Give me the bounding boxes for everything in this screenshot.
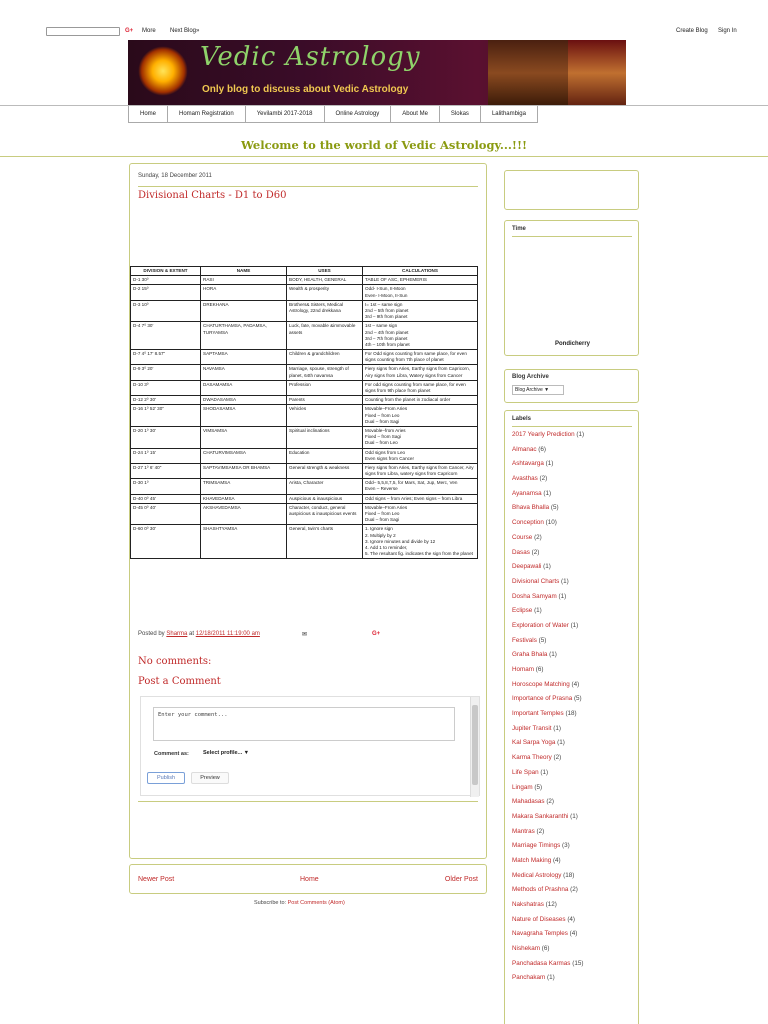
table-cell: CHATURTHAMSA, PADAMSA, TURYAMSA	[201, 322, 287, 350]
table-cell: D-4 7⁰ 30'	[131, 322, 201, 350]
label-item[interactable]	[512, 959, 637, 974]
table-cell: Odd signs – from Aries; Even signs – from Libra	[363, 494, 478, 503]
table-header: CALCULATIONS	[363, 267, 478, 276]
label-count: (4)	[567, 915, 576, 923]
label-link[interactable]: Nakshatras	[512, 901, 544, 908]
table-cell: BODY, HEALTH, GENERAL	[287, 276, 363, 285]
divider	[512, 236, 632, 237]
label-link[interactable]: Eclipse	[512, 607, 533, 615]
label-count: (2)	[536, 827, 545, 835]
label-link[interactable]: Jupiter Transit	[512, 724, 552, 732]
label-link[interactable]: Nature of Diseases	[512, 915, 566, 923]
tab-about-me[interactable]: About Me	[391, 106, 440, 122]
more-link[interactable]: More	[142, 28, 156, 34]
main-post-column	[129, 163, 487, 859]
tab-lalithambiga[interactable]: Lalithambiga	[481, 106, 538, 122]
label-link[interactable]: Panchakam	[512, 974, 546, 982]
label-link[interactable]: Important Temples	[512, 710, 564, 718]
select-profile-dropdown[interactable]: Select profile... ▼	[203, 750, 250, 756]
label-item[interactable]	[512, 577, 637, 592]
table-row	[131, 276, 478, 285]
label-count: (1)	[543, 563, 551, 571]
table-cell: D-60 0⁰ 30'	[131, 525, 201, 559]
post-footer	[138, 631, 260, 637]
label-link[interactable]: Course	[512, 533, 533, 541]
table-cell: TABLE OF ASC, EPHEMERIS	[363, 276, 478, 285]
label-item[interactable]	[512, 636, 637, 651]
label-item[interactable]	[512, 768, 637, 783]
label-item[interactable]	[512, 533, 637, 548]
table-cell: SHODASAMSA	[201, 405, 287, 427]
table-header: DIVISION & EXTENT	[131, 267, 201, 276]
sun-zodiac-icon	[138, 46, 188, 96]
table-cell: NAVAMSA	[201, 365, 287, 380]
label-item[interactable]	[512, 665, 637, 680]
newer-post-link[interactable]: Newer Post	[138, 876, 175, 883]
preview-button[interactable]: Preview	[191, 772, 229, 784]
label-item[interactable]	[512, 724, 637, 739]
table-cell: Fiery signs from Aries, Earthy signs from Capricorn, Airy signs from Libra, Watery signs from Cancer	[363, 365, 478, 380]
divider	[0, 156, 768, 157]
page-tabs	[128, 106, 538, 123]
label-count: (1)	[543, 489, 552, 497]
label-count: (4)	[552, 856, 561, 864]
label-count: (12)	[545, 901, 557, 908]
no-comments-heading: No comments:	[138, 656, 212, 667]
table-cell: For Odd signs counting from same place, for even signs counting from 7th place of planet	[363, 350, 478, 365]
blogger-navbar	[0, 0, 768, 40]
label-count: (5)	[573, 695, 582, 703]
label-count: (2)	[546, 798, 555, 806]
label-item[interactable]	[512, 503, 637, 518]
table-row	[131, 494, 478, 503]
table-row	[131, 525, 478, 559]
table-cell: RASI	[201, 276, 287, 285]
label-link[interactable]: Ashtavarga	[512, 460, 544, 468]
deity-image	[568, 40, 626, 106]
table-cell: 1. Ignore sign 2. Multiply by 2 3. Ignore minutes and divide by 12 4. Add 1 to reminder, 5. The resultant fig. indicates the sign from the planet	[363, 525, 478, 559]
table-cell: D-24 1⁰ 15'	[131, 448, 201, 463]
table-cell: D-16 1⁰ 52' 30"	[131, 405, 201, 427]
label-link[interactable]: Deepawali	[512, 563, 542, 571]
table-cell: 1st – same sign 2nd – 4th from planet 3rd – 7th from planet 4th – 10th from planet	[363, 322, 478, 350]
label-item[interactable]	[512, 797, 637, 812]
label-count: (2)	[531, 548, 540, 556]
table-cell: Luck, fate, movable &immovable assets	[287, 322, 363, 350]
label-item[interactable]	[512, 812, 637, 827]
table-cell: General, twin's charts	[287, 525, 363, 559]
deity-image	[488, 40, 568, 106]
label-count: (1)	[561, 577, 569, 585]
welcome-heading: Welcome to the world of Vedic Astrology...!!!	[240, 138, 528, 152]
label-count: (18)	[565, 710, 577, 718]
label-count: (1)	[570, 812, 578, 820]
posted-by-label: Posted by	[138, 631, 165, 637]
table-row	[131, 396, 478, 405]
table-cell: SAPTAMSA	[201, 350, 287, 365]
label-count: (18)	[563, 871, 575, 879]
label-link[interactable]: Avasthas	[512, 475, 538, 483]
label-link[interactable]: Navagraha Temples	[512, 930, 568, 938]
label-count: (6)	[538, 445, 546, 453]
table-cell: General strength & weakness	[287, 463, 363, 478]
label-item[interactable]	[512, 606, 637, 621]
google-plus-share-icon[interactable]: G+	[372, 631, 381, 637]
label-count: (1)	[553, 724, 561, 732]
label-count: (1)	[540, 768, 549, 776]
time-widget-title: Time	[512, 226, 526, 232]
table-cell: DASAMAMSA	[201, 380, 287, 395]
table-cell: D-1 30⁰	[131, 276, 201, 285]
table-row	[131, 380, 478, 395]
label-link[interactable]: Homam	[512, 666, 535, 673]
label-link[interactable]: Importance of Prasna	[512, 695, 573, 703]
navbar-search-input[interactable]	[46, 27, 120, 36]
divider	[512, 426, 632, 427]
table-cell: SHASHTYAMSA	[201, 525, 287, 559]
table-cell: HORA	[201, 285, 287, 300]
subscribe-label: Subscribe to:	[254, 900, 287, 906]
labels-widget-title: Labels	[512, 416, 532, 422]
table-cell: Movable–From Aries Fixed – from Leo Dual – from Sagi	[363, 405, 478, 427]
table-cell: Auspicious & inauspicious	[287, 494, 363, 503]
label-item[interactable]	[512, 885, 637, 900]
table-cell: Counting from the planet in zodiacal order	[363, 396, 478, 405]
divider	[138, 801, 478, 802]
table-cell: Parents	[287, 396, 363, 405]
label-count: (5)	[538, 636, 547, 644]
tab-yevilambi[interactable]: Yevilambi 2017-2018	[246, 106, 325, 122]
label-item[interactable]	[512, 518, 637, 533]
table-row	[131, 365, 478, 380]
google-plus-icon[interactable]: G+	[125, 28, 134, 34]
table-cell: Movable–From Aries Fixed – from Leo Dual – from Sagi	[363, 503, 478, 525]
tab-homam-registration[interactable]: Homam Registration	[168, 106, 246, 122]
label-item[interactable]	[512, 915, 637, 930]
label-link[interactable]: Festivals	[512, 636, 537, 644]
table-cell: Education	[287, 448, 363, 463]
blog-subtitle: Only blog to discuss about Vedic Astrology	[202, 84, 409, 95]
label-link[interactable]: Dosha Samyam	[512, 592, 557, 600]
label-link[interactable]: Nishekam	[512, 945, 540, 953]
scrollbar-thumb[interactable]	[472, 705, 478, 785]
label-link[interactable]: Kal Sarpa Yoga	[512, 739, 556, 747]
table-row	[131, 405, 478, 427]
table-cell: D-30 1⁰	[131, 479, 201, 494]
divisional-charts-table-wrap	[130, 214, 478, 620]
label-count: (1)	[534, 607, 542, 615]
author-link[interactable]: Sharma	[166, 631, 188, 637]
label-count: (4)	[571, 680, 580, 688]
label-link[interactable]: Ayanamsa	[512, 489, 542, 497]
label-count: (1)	[576, 431, 585, 438]
label-link[interactable]: Lingam	[512, 783, 533, 791]
label-link[interactable]: Makara Sankaranthi	[512, 812, 569, 820]
table-cell: CHATURVIMSAMSA	[201, 448, 287, 463]
label-item[interactable]	[512, 680, 637, 695]
tab-home[interactable]: Home	[129, 106, 168, 122]
label-count: (10)	[545, 519, 557, 527]
table-cell: D-40 0⁰ 45'	[131, 494, 201, 503]
post-a-comment-heading: Post a Comment	[138, 676, 221, 687]
label-link[interactable]: Bhava Bhalla	[512, 504, 550, 512]
table-row	[131, 479, 478, 494]
label-count: (1)	[557, 739, 565, 747]
home-link[interactable]: Home	[300, 876, 319, 883]
table-cell: D-12 2⁰ 30'	[131, 396, 201, 405]
table-cell: KHAVEDAMSA	[201, 494, 287, 503]
table-cell: Odd signs from Leo Even signs from Cancer	[363, 448, 478, 463]
table-header: NAME	[201, 267, 287, 276]
table-cell: Profession	[287, 380, 363, 395]
sidebar-archive-widget	[504, 369, 639, 403]
label-count: (2)	[570, 886, 578, 894]
label-item[interactable]	[512, 856, 637, 871]
label-link[interactable]: Mahadasas	[512, 798, 545, 806]
table-row	[131, 350, 478, 365]
label-link[interactable]: Medical Astrology	[512, 871, 562, 879]
table-cell: Marriage, spouse, strength of planet, 64th navamsa	[287, 365, 363, 380]
table-cell: DREKHANA	[201, 300, 287, 322]
post-title[interactable]: Divisional Charts - D1 to D60	[138, 190, 287, 201]
label-count: (6)	[541, 945, 550, 953]
table-cell: AKSHAVEDAMSA	[201, 503, 287, 525]
label-count: (5)	[550, 504, 559, 512]
label-count: (3)	[562, 842, 570, 850]
label-link[interactable]: Dasas	[512, 548, 530, 556]
table-cell: Odd- I-Sun, II-Moon Even- I-Moon, II-Sun	[363, 285, 478, 300]
comment-form	[140, 696, 480, 796]
table-cell: Vehicles	[287, 405, 363, 427]
label-count: (2)	[553, 754, 562, 762]
table-cell: I= 1st – same sign 2nd – 5th from planet 3rd – 9th from planet	[363, 300, 478, 322]
label-link[interactable]: Marriage Timings	[512, 842, 561, 850]
label-link[interactable]: Life Span	[512, 768, 539, 776]
label-item[interactable]	[512, 738, 637, 753]
blog-title: Vedic Astrology	[200, 42, 421, 72]
label-link[interactable]: Conception	[512, 519, 544, 527]
label-item[interactable]	[512, 621, 637, 636]
table-cell: D-27 1⁰ 6' 40"	[131, 463, 201, 478]
sign-in-link[interactable]: Sign In	[718, 28, 737, 34]
label-count: (6)	[535, 666, 544, 673]
next-blog-link[interactable]: Next Blog»	[170, 28, 200, 34]
label-item[interactable]	[512, 944, 637, 959]
label-item[interactable]	[512, 753, 637, 768]
table-cell: Arista, Character	[287, 479, 363, 494]
label-item[interactable]	[512, 900, 637, 915]
email-post-icon[interactable]: ✉	[302, 632, 308, 638]
table-cell: Movable–from Aries Fixed – from Sagi Dual – from Leo	[363, 426, 478, 448]
label-item[interactable]	[512, 871, 637, 886]
divisional-charts-table	[130, 266, 478, 559]
comment-as-label: Comment as:	[154, 751, 189, 757]
label-link[interactable]: Divisional Charts	[512, 577, 560, 585]
archive-widget-title: Blog Archive	[512, 374, 549, 380]
table-cell: VIMSAMSA	[201, 426, 287, 448]
comment-frame-scrollbar[interactable]	[470, 697, 479, 797]
label-count: (4)	[569, 930, 578, 938]
post-comments-atom-link[interactable]: Post Comments (Atom)	[287, 900, 345, 906]
label-item[interactable]	[512, 459, 637, 474]
table-row	[131, 285, 478, 300]
label-link[interactable]: Almanac	[512, 445, 537, 453]
label-count: (15)	[572, 959, 584, 967]
table-body	[131, 276, 478, 559]
label-link[interactable]: 2017 Yearly Prediction	[512, 431, 575, 438]
comment-textarea[interactable]: Enter your comment...	[153, 707, 455, 741]
label-link[interactable]: Match Making	[512, 856, 552, 864]
label-item[interactable]	[512, 709, 637, 724]
label-item[interactable]	[512, 592, 637, 607]
label-link[interactable]: Methods of Prashna	[512, 886, 569, 894]
table-cell: Odd– 5,5,8,7,5, for Mars, Sat, Jup, Merc, Ven Even – Reverse	[363, 479, 478, 494]
label-item[interactable]	[512, 489, 637, 504]
table-cell: D-3 10⁰	[131, 300, 201, 322]
label-item[interactable]	[512, 694, 637, 709]
publish-button[interactable]: Publish	[147, 772, 185, 784]
label-link[interactable]: Panchadasa Karmas	[512, 959, 571, 967]
label-item[interactable]	[512, 474, 637, 489]
label-count: (1)	[570, 621, 579, 629]
table-cell: D-9 3⁰ 20'	[131, 365, 201, 380]
label-item[interactable]	[512, 430, 637, 445]
tab-online-astrology[interactable]: Online Astrology	[325, 106, 392, 122]
post-date: Sunday, 18 December 2011	[138, 173, 212, 179]
table-cell: SAPTAVIMSAMSA OR BHAMSA	[201, 463, 287, 478]
table-cell: D-7 4⁰ 17' 8.57"	[131, 350, 201, 365]
label-link[interactable]: Horoscope Matching	[512, 680, 570, 688]
label-link[interactable]: Graha Bhala	[512, 651, 548, 659]
table-row	[131, 503, 478, 525]
labels-list	[512, 430, 637, 988]
table-row	[131, 426, 478, 448]
sidebar-time-widget	[504, 220, 639, 356]
table-cell: Character, conduct, general auspicious & inauspicious events	[287, 503, 363, 525]
label-link[interactable]: Exploration of Water	[512, 621, 569, 629]
table-cell: Children & grandchildren	[287, 350, 363, 365]
table-cell: Brothers& Sisters, Medical Astrology, 22nd drekkana	[287, 300, 363, 322]
table-row	[131, 300, 478, 322]
label-link[interactable]: Karma Theory	[512, 754, 552, 762]
table-cell: D-45 0⁰ 40'	[131, 503, 201, 525]
label-item[interactable]	[512, 445, 637, 460]
label-link[interactable]: Mantras	[512, 827, 535, 835]
label-item[interactable]	[512, 841, 637, 856]
table-cell: For odd signs counting from same place, for even signs from 9th place from planet	[363, 380, 478, 395]
create-blog-link[interactable]: Create Blog	[676, 28, 708, 34]
table-cell: TRIMSAMSA	[201, 479, 287, 494]
tab-slokas[interactable]: Slokas	[440, 106, 481, 122]
table-row	[131, 322, 478, 350]
label-item[interactable]	[512, 548, 637, 563]
at-label: at	[189, 631, 195, 637]
label-count: (1)	[547, 974, 555, 982]
label-item[interactable]	[512, 562, 637, 577]
table-row	[131, 463, 478, 478]
older-post-link[interactable]: Older Post	[444, 876, 478, 883]
label-item[interactable]	[512, 783, 637, 798]
table-header: USES	[287, 267, 363, 276]
label-item[interactable]	[512, 973, 637, 988]
label-count: (2)	[539, 475, 548, 483]
label-count: (1)	[549, 651, 557, 659]
blog-archive-select[interactable]: Blog Archive ▼	[512, 385, 564, 395]
time-location: Pondicherry	[554, 341, 590, 347]
blog-header-banner[interactable]	[128, 40, 626, 106]
label-count: (5)	[534, 783, 543, 791]
blog-pager	[129, 864, 487, 894]
post-timestamp-link[interactable]: 12/18/2011 11:19:00 am	[195, 631, 260, 637]
table-cell: DWADASAMSA	[201, 396, 287, 405]
table-row	[131, 448, 478, 463]
sidebar-labels-widget	[504, 410, 639, 1024]
label-item[interactable]	[512, 929, 637, 944]
label-count: (1)	[545, 460, 554, 468]
table-cell: Wealth & prosperity	[287, 285, 363, 300]
label-count: (1)	[558, 592, 567, 600]
table-cell: D-2 15⁰	[131, 285, 201, 300]
divider	[138, 186, 478, 187]
table-cell: Fiery signs from Aries, Earthy signs from Cancer, Airy signs from Libra, watery signs from Capricorn	[363, 463, 478, 478]
table-cell: Spiritual inclinations	[287, 426, 363, 448]
label-item[interactable]	[512, 650, 637, 665]
table-cell: D-20 1⁰ 30'	[131, 426, 201, 448]
table-cell: D-10 3⁰	[131, 380, 201, 395]
sidebar-empty-widget	[504, 170, 639, 210]
label-item[interactable]	[512, 827, 637, 842]
label-count: (2)	[534, 533, 542, 541]
subscribe-line	[254, 900, 345, 906]
